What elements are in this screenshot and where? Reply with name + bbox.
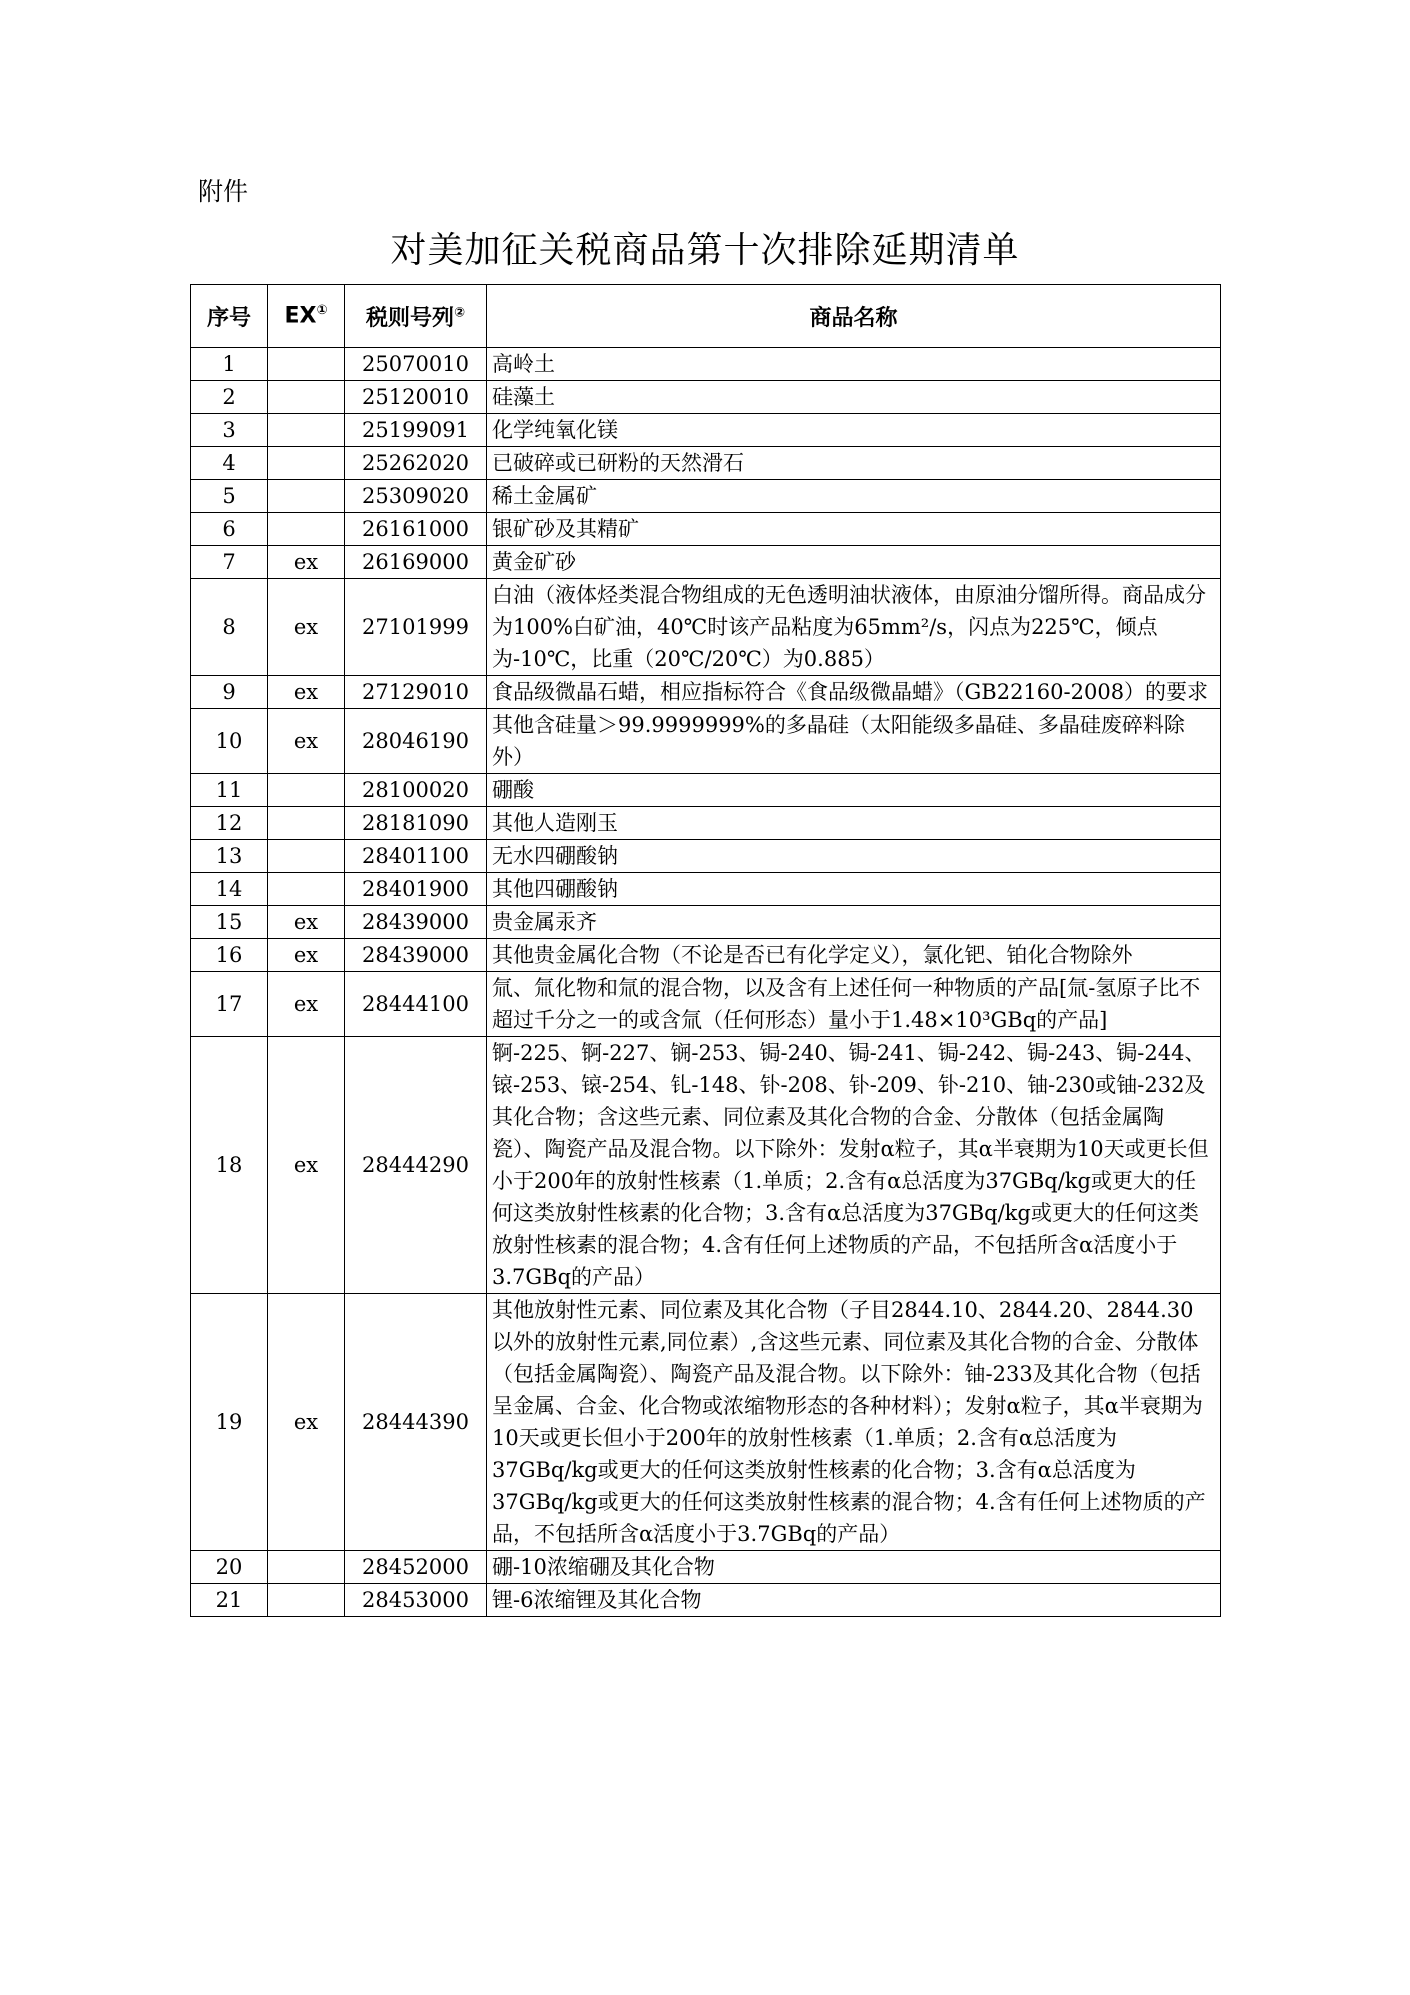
row-ex bbox=[268, 381, 345, 414]
row-seq: 18 bbox=[191, 1037, 268, 1294]
row-seq: 3 bbox=[191, 414, 268, 447]
row-seq: 2 bbox=[191, 381, 268, 414]
row-tariff-code: 27101999 bbox=[345, 579, 487, 676]
row-product-name: 白油（液体烃类混合物组成的无色透明油状液体，由原油分馏所得。商品成分为100%白矿油，40℃时该产品粘度为65mm²/s，闪点为225℃，倾点为-10℃，比重（20℃/20℃）为0.885） bbox=[487, 579, 1221, 676]
row-ex bbox=[268, 807, 345, 840]
row-product-name: 硅藻土 bbox=[487, 381, 1221, 414]
header-seq: 序号 bbox=[191, 285, 268, 348]
row-ex bbox=[268, 414, 345, 447]
row-seq: 7 bbox=[191, 546, 268, 579]
table-row bbox=[191, 709, 1221, 774]
row-ex bbox=[268, 348, 345, 381]
row-ex bbox=[268, 447, 345, 480]
row-ex: ex bbox=[268, 906, 345, 939]
row-ex bbox=[268, 513, 345, 546]
row-ex: ex bbox=[268, 939, 345, 972]
row-product-name: 锂-6浓缩锂及其化合物 bbox=[487, 1584, 1221, 1617]
row-tariff-code: 26161000 bbox=[345, 513, 487, 546]
row-seq: 5 bbox=[191, 480, 268, 513]
table-row bbox=[191, 807, 1221, 840]
row-tariff-code: 25120010 bbox=[345, 381, 487, 414]
row-tariff-code: 28401100 bbox=[345, 840, 487, 873]
row-ex bbox=[268, 840, 345, 873]
table-row bbox=[191, 774, 1221, 807]
row-ex bbox=[268, 1551, 345, 1584]
row-seq: 4 bbox=[191, 447, 268, 480]
row-seq: 19 bbox=[191, 1294, 268, 1551]
table-row bbox=[191, 1551, 1221, 1584]
table-row bbox=[191, 381, 1221, 414]
row-ex bbox=[268, 873, 345, 906]
table-row bbox=[191, 873, 1221, 906]
footnote-mark-2: ② bbox=[454, 305, 466, 321]
row-ex: ex bbox=[268, 972, 345, 1037]
table-row bbox=[191, 414, 1221, 447]
row-product-name: 其他贵金属化合物（不论是否已有化学定义），氯化钯、铂化合物除外 bbox=[487, 939, 1221, 972]
row-product-name: 其他含硅量＞99.9999999%的多晶硅（太阳能级多晶硅、多晶硅废碎料除外） bbox=[487, 709, 1221, 774]
row-tariff-code: 28181090 bbox=[345, 807, 487, 840]
row-tariff-code: 26169000 bbox=[345, 546, 487, 579]
row-product-name: 稀土金属矿 bbox=[487, 480, 1221, 513]
row-seq: 6 bbox=[191, 513, 268, 546]
header-tariff-code: 税则号列② bbox=[345, 285, 487, 348]
row-tariff-code: 28100020 bbox=[345, 774, 487, 807]
row-ex: ex bbox=[268, 709, 345, 774]
header-product-name: 商品名称 bbox=[487, 285, 1221, 348]
row-tariff-code: 28439000 bbox=[345, 939, 487, 972]
row-seq: 11 bbox=[191, 774, 268, 807]
row-tariff-code: 25309020 bbox=[345, 480, 487, 513]
row-ex bbox=[268, 480, 345, 513]
row-product-name: 锕-225、锕-227、锎-253、锔-240、锔-241、锔-242、锔-243、锔-244、锿-253、锿-254、钆-148、钋-208、钋-209、钋-210、铀-230或铀-232及其化合物；含这些元素、同位素及其化合物的合金、分散体（包括金属陶瓷）、陶瓷产品及混合物。以下除外：发射α粒子，其α半衰期为10天或更长但小于200年的放射性核素（1.单质；2.含有α总活度为37GBq/kg或更大的任何这类放射性核素的化合物；3.含有α总活度为37GBq/kg或更大的任何这类放射性核素的混合物；4.含有任何上述物质的产品，不包括所含α活度小于3.7GBq的产品） bbox=[487, 1037, 1221, 1294]
row-seq: 1 bbox=[191, 348, 268, 381]
row-product-name: 氚、氚化物和氚的混合物，以及含有上述任何一种物质的产品[氚-氢原子比不超过千分之一的或含氚（任何形态）量小于1.48×10³GBq的产品] bbox=[487, 972, 1221, 1037]
row-product-name: 其他放射性元素、同位素及其化合物（子目2844.10、2844.20、2844.30以外的放射性元素,同位素）,含这些元素、同位素及其化合物的合金、分散体（包括金属陶瓷）、陶瓷产品及混合物。以下除外：铀-233及其化合物（包括呈金属、合金、化合物或浓缩物形态的各种材料）；发射α粒子，其α半衰期为10天或更长但小于200年的放射性核素（1.单质；2.含有α总活度为37GBq/kg或更大的任何这类放射性核素的化合物；3.含有α总活度为37GBq/kg或更大的任何这类放射性核素的混合物；4.含有任何上述物质的产品，不包括所含α活度小于3.7GBq的产品） bbox=[487, 1294, 1221, 1551]
row-product-name: 其他人造刚玉 bbox=[487, 807, 1221, 840]
row-tariff-code: 28046190 bbox=[345, 709, 487, 774]
row-product-name: 化学纯氧化镁 bbox=[487, 414, 1221, 447]
row-product-name: 无水四硼酸钠 bbox=[487, 840, 1221, 873]
table-row bbox=[191, 447, 1221, 480]
row-seq: 12 bbox=[191, 807, 268, 840]
row-seq: 15 bbox=[191, 906, 268, 939]
row-tariff-code: 28444290 bbox=[345, 1037, 487, 1294]
row-tariff-code: 28439000 bbox=[345, 906, 487, 939]
row-product-name: 其他四硼酸钠 bbox=[487, 873, 1221, 906]
row-tariff-code: 28453000 bbox=[345, 1584, 487, 1617]
row-ex: ex bbox=[268, 676, 345, 709]
row-ex bbox=[268, 774, 345, 807]
row-product-name: 已破碎或已研粉的天然滑石 bbox=[487, 447, 1221, 480]
row-tariff-code: 25262020 bbox=[345, 447, 487, 480]
table-row bbox=[191, 939, 1221, 972]
row-ex: ex bbox=[268, 1294, 345, 1551]
row-ex: ex bbox=[268, 546, 345, 579]
row-seq: 17 bbox=[191, 972, 268, 1037]
row-seq: 13 bbox=[191, 840, 268, 873]
row-seq: 10 bbox=[191, 709, 268, 774]
row-product-name: 高岭土 bbox=[487, 348, 1221, 381]
table-row bbox=[191, 579, 1221, 676]
row-product-name: 硼-10浓缩硼及其化合物 bbox=[487, 1551, 1221, 1584]
attachment-label: 附件 bbox=[198, 177, 249, 206]
row-product-name: 黄金矿砂 bbox=[487, 546, 1221, 579]
row-product-name: 食品级微晶石蜡，相应指标符合《食品级微晶蜡》（GB22160-2008）的要求 bbox=[487, 676, 1221, 709]
exclusion-list-table bbox=[190, 284, 1221, 1617]
header-ex: EX① bbox=[268, 285, 345, 348]
table-row bbox=[191, 906, 1221, 939]
row-tariff-code: 28452000 bbox=[345, 1551, 487, 1584]
page-title: 对美加征关税商品第十次排除延期清单 bbox=[390, 230, 1020, 271]
row-tariff-code: 28401900 bbox=[345, 873, 487, 906]
table-row bbox=[191, 1037, 1221, 1294]
table-row bbox=[191, 1294, 1221, 1551]
row-seq: 8 bbox=[191, 579, 268, 676]
row-product-name: 银矿砂及其精矿 bbox=[487, 513, 1221, 546]
footnote-mark-1: ① bbox=[316, 303, 328, 319]
row-ex: ex bbox=[268, 1037, 345, 1294]
row-product-name: 硼酸 bbox=[487, 774, 1221, 807]
table-row bbox=[191, 546, 1221, 579]
row-ex bbox=[268, 1584, 345, 1617]
table-header-row bbox=[191, 285, 1221, 348]
row-seq: 20 bbox=[191, 1551, 268, 1584]
row-seq: 9 bbox=[191, 676, 268, 709]
table-row bbox=[191, 1584, 1221, 1617]
row-tariff-code: 28444100 bbox=[345, 972, 487, 1037]
row-product-name: 贵金属汞齐 bbox=[487, 906, 1221, 939]
table-row bbox=[191, 513, 1221, 546]
table-row bbox=[191, 972, 1221, 1037]
row-seq: 16 bbox=[191, 939, 268, 972]
table-row bbox=[191, 348, 1221, 381]
table-row bbox=[191, 840, 1221, 873]
table-row bbox=[191, 480, 1221, 513]
row-ex: ex bbox=[268, 579, 345, 676]
row-tariff-code: 25070010 bbox=[345, 348, 487, 381]
row-seq: 21 bbox=[191, 1584, 268, 1617]
row-tariff-code: 25199091 bbox=[345, 414, 487, 447]
table-row bbox=[191, 676, 1221, 709]
row-tariff-code: 28444390 bbox=[345, 1294, 487, 1551]
row-seq: 14 bbox=[191, 873, 268, 906]
row-tariff-code: 27129010 bbox=[345, 676, 487, 709]
